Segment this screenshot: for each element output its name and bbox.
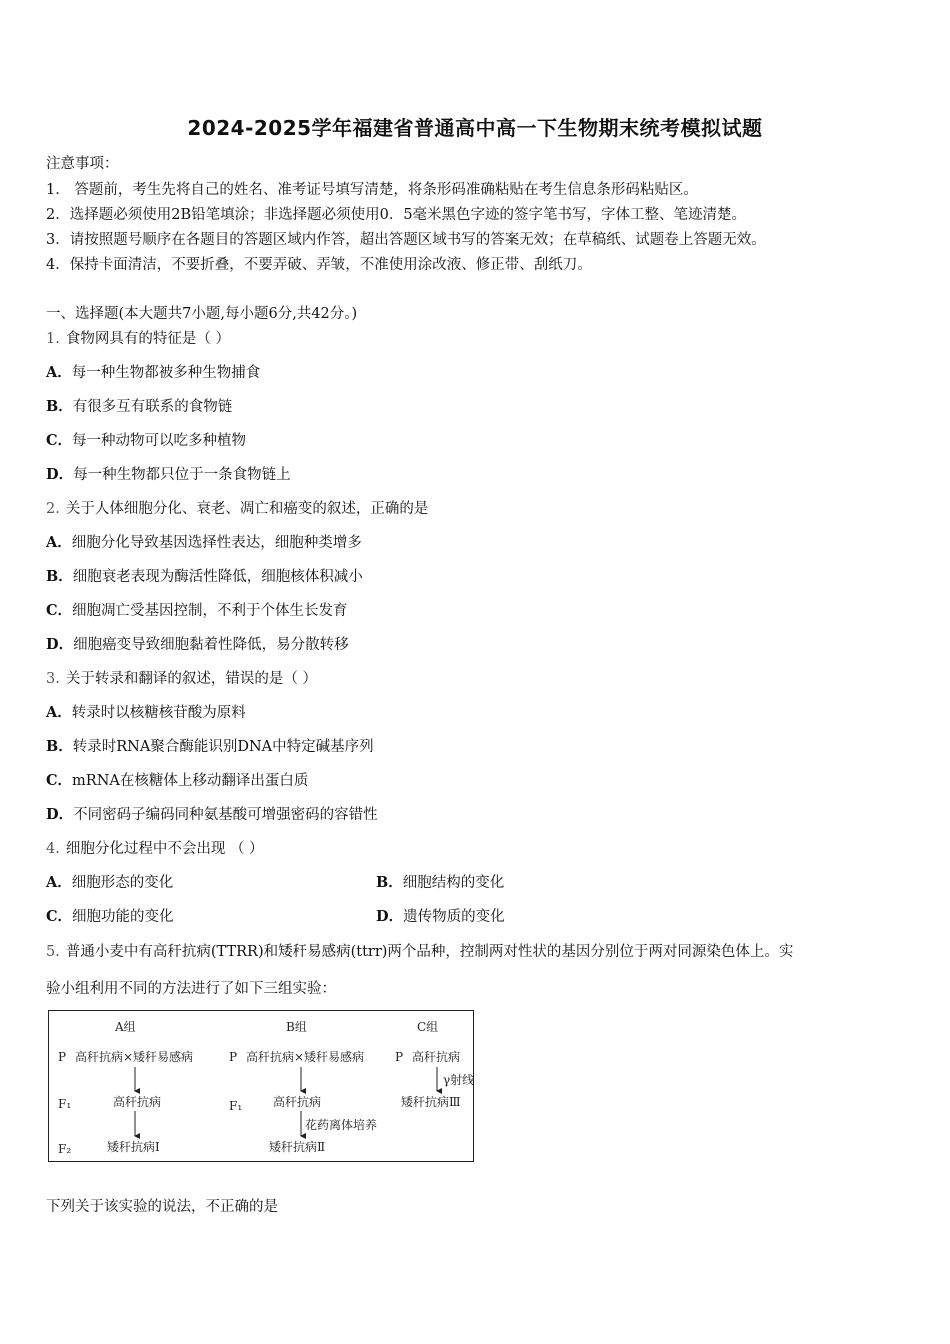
option-a: A．细胞分化导致基因选择性表达，细胞种类增多 (46, 534, 362, 551)
option-a: A．细胞形态的变化 (46, 874, 174, 891)
option-c: C．mRNA在核糖体上移动翻译出蛋白质 (46, 772, 309, 789)
b-parents: 高秆抗病×矮秆易感病 (246, 1050, 365, 1064)
c-step: γ射线 (443, 1073, 475, 1087)
a-parents: 高秆抗病×矮秆易感病 (75, 1050, 194, 1064)
option-a: A．每一种生物都被多种生物捕食 (46, 364, 261, 381)
group-b-label: B组 (286, 1020, 307, 1034)
question-stem-continued: 验小组利用不同的方法进行了如下三组实验： (46, 981, 336, 997)
notice-item: 4．保持卡面清洁，不要折叠，不要弄破、弄皱，不准使用涂改液、修正带、刮纸刀。 (46, 257, 592, 273)
option-b: B．细胞结构的变化 (376, 874, 505, 891)
question-stem: 1. 食物网具有的特征是（ ） (46, 331, 230, 347)
notice-heading: 注意事项： (46, 156, 119, 172)
option-d: D．细胞癌变导致细胞黏着性降低，易分散转移 (46, 636, 349, 653)
question-number: 4. (46, 841, 60, 857)
a-f2: 矮秆抗病Ⅰ (107, 1140, 160, 1154)
option-c: C．细胞功能的变化 (46, 908, 174, 925)
question-number: 5. (46, 944, 60, 960)
p-label: P (229, 1050, 238, 1064)
group-a-label: A组 (115, 1020, 136, 1034)
experiment-diagram (48, 1010, 474, 1162)
question-number: 3. (46, 671, 60, 687)
notice-item: 1． 答题前，考生先将自己的姓名、准考证号填写清楚，将条形码准确粘贴在考生信息条形码粘贴区。 (46, 182, 698, 198)
option-d: D．不同密码子编码同种氨基酸可增强密码的容错性 (46, 806, 378, 823)
b-output: 矮秆抗病Ⅱ (269, 1140, 326, 1154)
f1-label: F₁ (58, 1097, 72, 1111)
option-b: B．细胞衰老表现为酶活性降低，细胞核体积减小 (46, 568, 363, 585)
question-number: 2. (46, 501, 60, 517)
question-stem: 4. 细胞分化过程中不会出现 （ ） (46, 841, 264, 857)
option-b: B．转录时RNA聚合酶能识别DNA中特定碱基序列 (46, 738, 374, 755)
a-f1: 高秆抗病 (113, 1095, 162, 1109)
p-label: P (395, 1050, 404, 1064)
p-label: P (58, 1050, 67, 1064)
b-step: 花药离体培养 (305, 1118, 378, 1132)
question-stem: 5. 普通小麦中有高秆抗病(TTRR)和矮秆易感病(ttrr)两个品种，控制两对性状的基因分别位于两对同源染色体上。实 (46, 944, 794, 960)
experiment-diagram-svg (49, 1011, 475, 1163)
question-stem: 3. 关于转录和翻译的叙述，错误的是（ ） (46, 671, 317, 687)
page-title: 2024-2025学年福建省普通高中高一下生物期末统考模拟试题 (187, 116, 763, 140)
option-c: C．每一种动物可以吃多种植物 (46, 432, 247, 449)
option-d: D．遗传物质的变化 (376, 908, 505, 925)
question-number: 1. (46, 331, 60, 347)
question-follow-up: 下列关于该实验的说法，不正确的是 (46, 1199, 278, 1215)
option-d: D．每一种生物都只位于一条食物链上 (46, 466, 291, 483)
f1-label: F₁ (229, 1099, 243, 1113)
option-b: B．有很多互有联系的食物链 (46, 398, 233, 415)
c-parent: 高秆抗病 (412, 1050, 461, 1064)
option-a: A．转录时以核糖核苷酸为原料 (46, 704, 246, 721)
notice-item: 2．选择题必须使用2B铅笔填涂；非选择题必须使用0．5毫米黑色字迹的签字笔书写，字体工整、笔迹清楚。 (46, 207, 747, 223)
f2-label: F₂ (58, 1142, 72, 1156)
question-stem: 2. 关于人体细胞分化、衰老、凋亡和癌变的叙述，正确的是 (46, 501, 429, 517)
group-c-label: C组 (417, 1020, 439, 1034)
option-c: C．细胞凋亡受基因控制，不利于个体生长发育 (46, 602, 348, 619)
notice-item: 3．请按照题号顺序在各题目的答题区域内作答，超出答题区域书写的答案无效；在草稿纸、试题卷上答题无效。 (46, 232, 766, 248)
section-heading: 一、选择题(本大题共7小题,每小题6分,共42分。) (46, 306, 358, 322)
b-f1: 高秆抗病 (273, 1095, 322, 1109)
c-output: 矮秆抗病Ⅲ (401, 1095, 461, 1109)
